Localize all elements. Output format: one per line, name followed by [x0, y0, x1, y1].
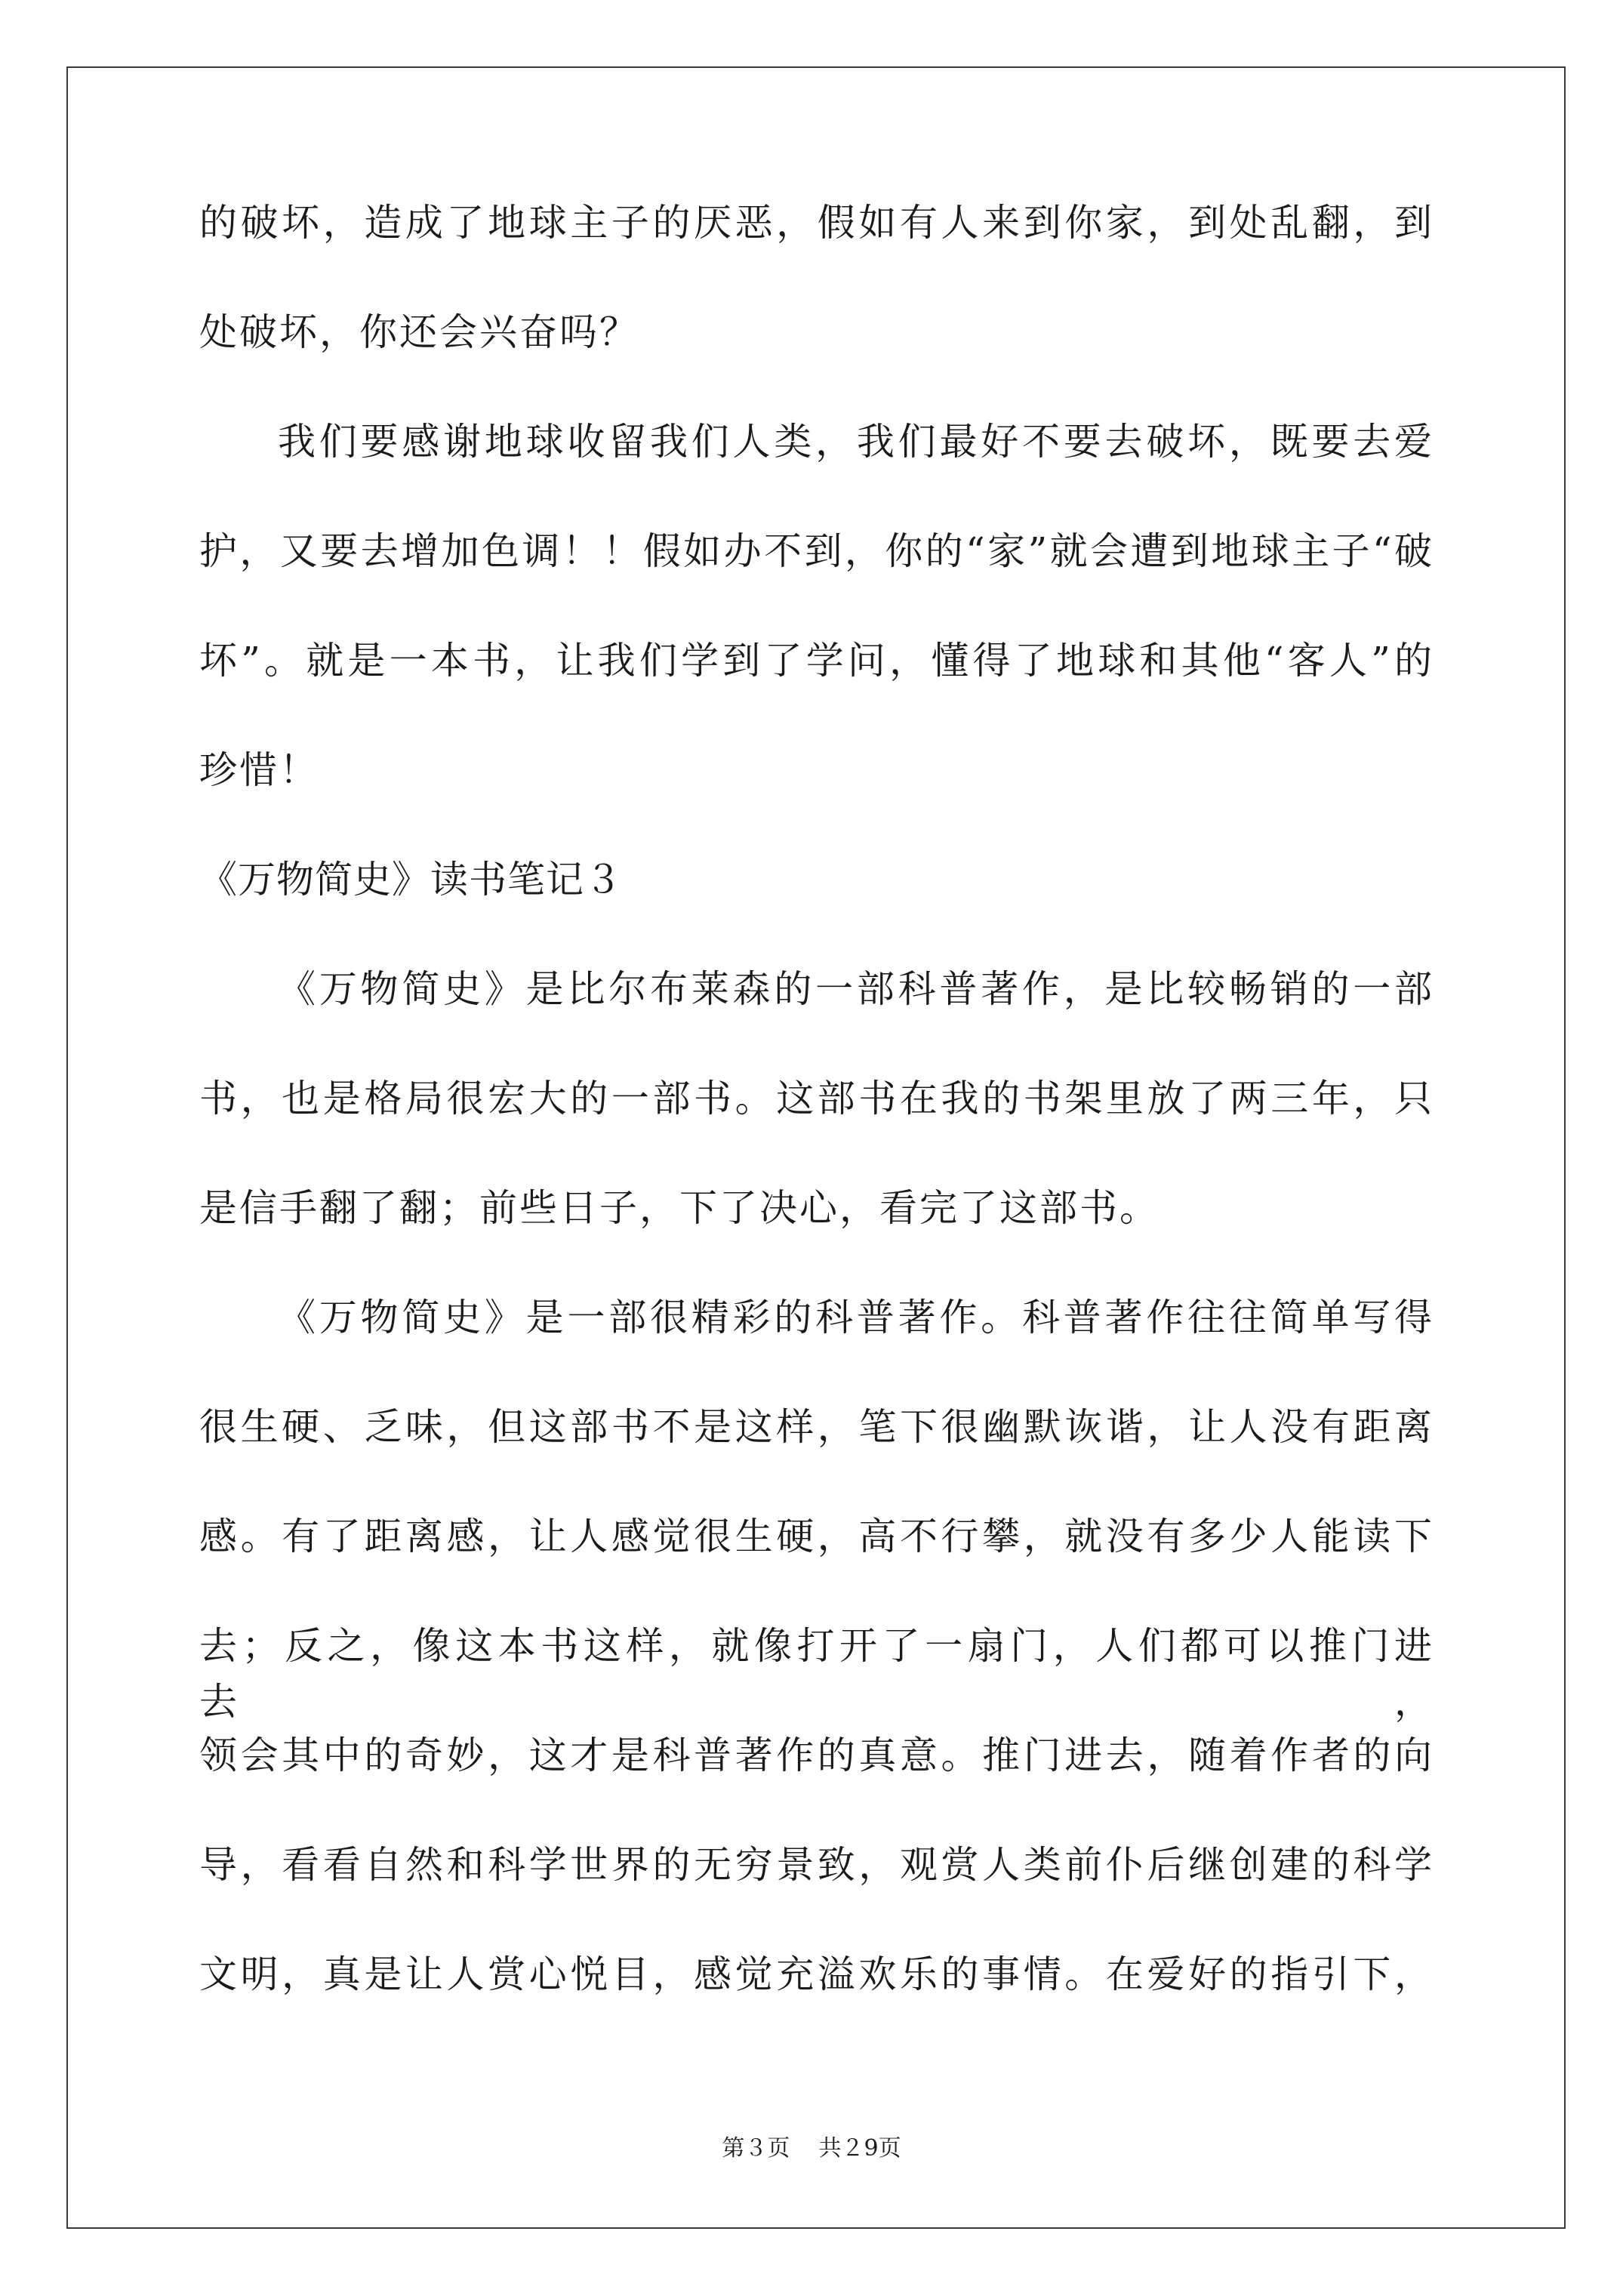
text-line: 文明，真是让人赏心悦目，感觉充溢欢乐的事情。在爱好的指引下，: [199, 1952, 1434, 1996]
text-line: 书，也是格局很宏大的一部书。这部书在我的书架里放了两三年，只: [199, 1077, 1434, 1120]
document-body: [199, 195, 1434, 2056]
total-pages: 共２9页: [818, 2135, 901, 2162]
page-number: 第３页: [722, 2135, 790, 2162]
section-heading: 《万物简史》读书笔记３: [199, 858, 623, 901]
text-line: 珍惜！: [199, 748, 319, 792]
text-line: 去；反之，像这本书这样，就像打开了一扇门，人们都可以推门进去，: [199, 1624, 1434, 1724]
text-line: 感。有了距离感，让人感觉很生硬，高不行攀，就没有多少人能读下: [199, 1515, 1434, 1558]
text-line: 很生硬、乏味，但这部书不是这样，笔下很幽默诙谐，让人没有距离: [199, 1405, 1434, 1449]
text-line: 导，看看自然和科学世界的无穷景致，观赏人类前仆后继创建的科学: [199, 1843, 1434, 1887]
page-footer: [0, 2135, 1623, 2162]
paragraph-start-line: 我们要感谢地球收留我们人类，我们最好不要去破坏，既要去爱: [278, 420, 1434, 464]
text-line: 坏”。就是一本书，让我们学到了学问，懂得了地球和其他“客人”的: [199, 639, 1434, 683]
text-line: 是信手翻了翻；前些日子，下了决心，看完了这部书。: [199, 1186, 1160, 1230]
text-line: 护，又要去增加色调！！假如办不到，你的“家”就会遭到地球主子“破: [199, 529, 1434, 573]
text-line: 的破坏，造成了地球主子的厌恶，假如有人来到你家，到处乱翻，到: [199, 201, 1434, 245]
paragraph-start-line: 《万物简史》是一部很精彩的科普著作。科普著作往往简单写得: [278, 1296, 1434, 1339]
text-line: 领会其中的奇妙，这才是科普著作的真意。推门进去，随着作者的向: [199, 1734, 1434, 1777]
paragraph-start-line: 《万物简史》是比尔布莱森的一部科普著作，是比较畅销的一部: [278, 967, 1434, 1011]
text-line: 处破坏，你还会兴奋吗？: [199, 310, 639, 354]
footer-gap: [790, 2135, 818, 2162]
